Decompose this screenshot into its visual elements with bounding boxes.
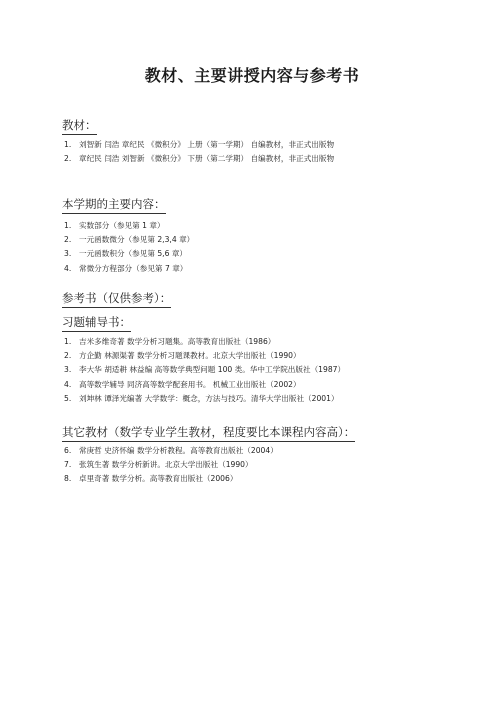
textbook-heading xyxy=(62,117,97,135)
item-number: 1. xyxy=(64,140,72,149)
list-item xyxy=(64,219,194,233)
content-heading-text: 本学期的主要内容： xyxy=(62,196,166,214)
item-number: 2. xyxy=(64,351,72,361)
content-list xyxy=(64,219,194,276)
other-list xyxy=(64,444,278,487)
list-item xyxy=(64,444,278,458)
other-heading-text: 其它教材（数学专业学生教材，程度要比本课程内容高）： xyxy=(62,424,355,442)
other-heading xyxy=(62,424,355,442)
item-number: 1. xyxy=(64,221,72,230)
item-number: 5. xyxy=(64,393,72,403)
item-text: 常微分方程部分（参见第 7 章） xyxy=(79,263,188,273)
item-text: 章纪民 闫浩 刘智新 《微积分》 下册（第二学期） 自编教材，非正式出版物 xyxy=(79,154,335,164)
list-item xyxy=(64,233,194,247)
item-number: 6. xyxy=(64,446,72,455)
exercise-heading xyxy=(62,314,131,332)
item-number: 4. xyxy=(64,263,72,273)
page-title: 教材、主要讲授内容与参考书 xyxy=(144,66,360,85)
list-item xyxy=(64,138,334,152)
item-number: 3. xyxy=(64,365,72,375)
list-item xyxy=(64,262,194,276)
list-item xyxy=(64,378,345,392)
item-text: 吉米多维奇著 数学分析习题集。高等教育出版社（1986） xyxy=(79,337,276,346)
references-list xyxy=(64,335,345,406)
list-item xyxy=(64,335,345,349)
item-text: 高等数学辅导 同济高等数学配套用书。 机械工业出版社（2002） xyxy=(79,379,301,389)
textbook-heading-text: 教材： xyxy=(62,117,97,135)
exercise-heading-text: 习题辅导书： xyxy=(62,314,131,332)
item-number: 4. xyxy=(64,379,72,389)
item-number: 1. xyxy=(64,337,72,346)
list-item xyxy=(64,349,345,363)
content-heading xyxy=(62,196,166,214)
item-text: 实数部分（参见第 1 章） xyxy=(79,221,165,230)
references-heading xyxy=(62,290,171,308)
item-text: 常庚哲 史济怀编 数学分析教程。高等教育出版社（2004） xyxy=(79,446,278,455)
list-item xyxy=(64,363,345,377)
item-text: 方企勤 林源渠著 数学分析习题课教材。北京大学出版社（1990） xyxy=(79,351,301,361)
item-text: 李大华 胡适耕 林益编 高等数学典型问题 100 类。华中工学院出版社（1987） xyxy=(79,365,346,375)
item-text: 卓里奇著 数学分析。高等教育出版社（2006） xyxy=(79,474,238,484)
item-text: 刘坤林 谭泽光编著 大学数学：概念，方法与技巧。清华大学出版社（2001） xyxy=(79,393,339,403)
item-text: 张筑生著 数学分析新讲。北京大学出版社（1990） xyxy=(79,460,253,470)
item-number: 3. xyxy=(64,249,72,259)
list-item xyxy=(64,392,345,406)
textbook-list xyxy=(64,138,334,166)
item-number: 2. xyxy=(64,154,72,164)
item-text: 刘智新 闫浩 章纪民 《微积分》 上册（第一学期） 自编教材，非正式出版物 xyxy=(79,140,335,149)
references-heading-text: 参考书（仅供参考）： xyxy=(62,290,171,308)
item-text: 一元函数微分（参见第 2,3,4 章） xyxy=(79,235,195,245)
list-item xyxy=(64,472,278,486)
item-number: 7. xyxy=(64,460,72,470)
item-number: 8. xyxy=(64,474,72,484)
list-item xyxy=(64,458,278,472)
list-item xyxy=(64,247,194,261)
item-number: 2. xyxy=(64,235,72,245)
list-item xyxy=(64,152,334,166)
item-text: 一元函数积分（参见第 5,6 章） xyxy=(79,249,188,259)
